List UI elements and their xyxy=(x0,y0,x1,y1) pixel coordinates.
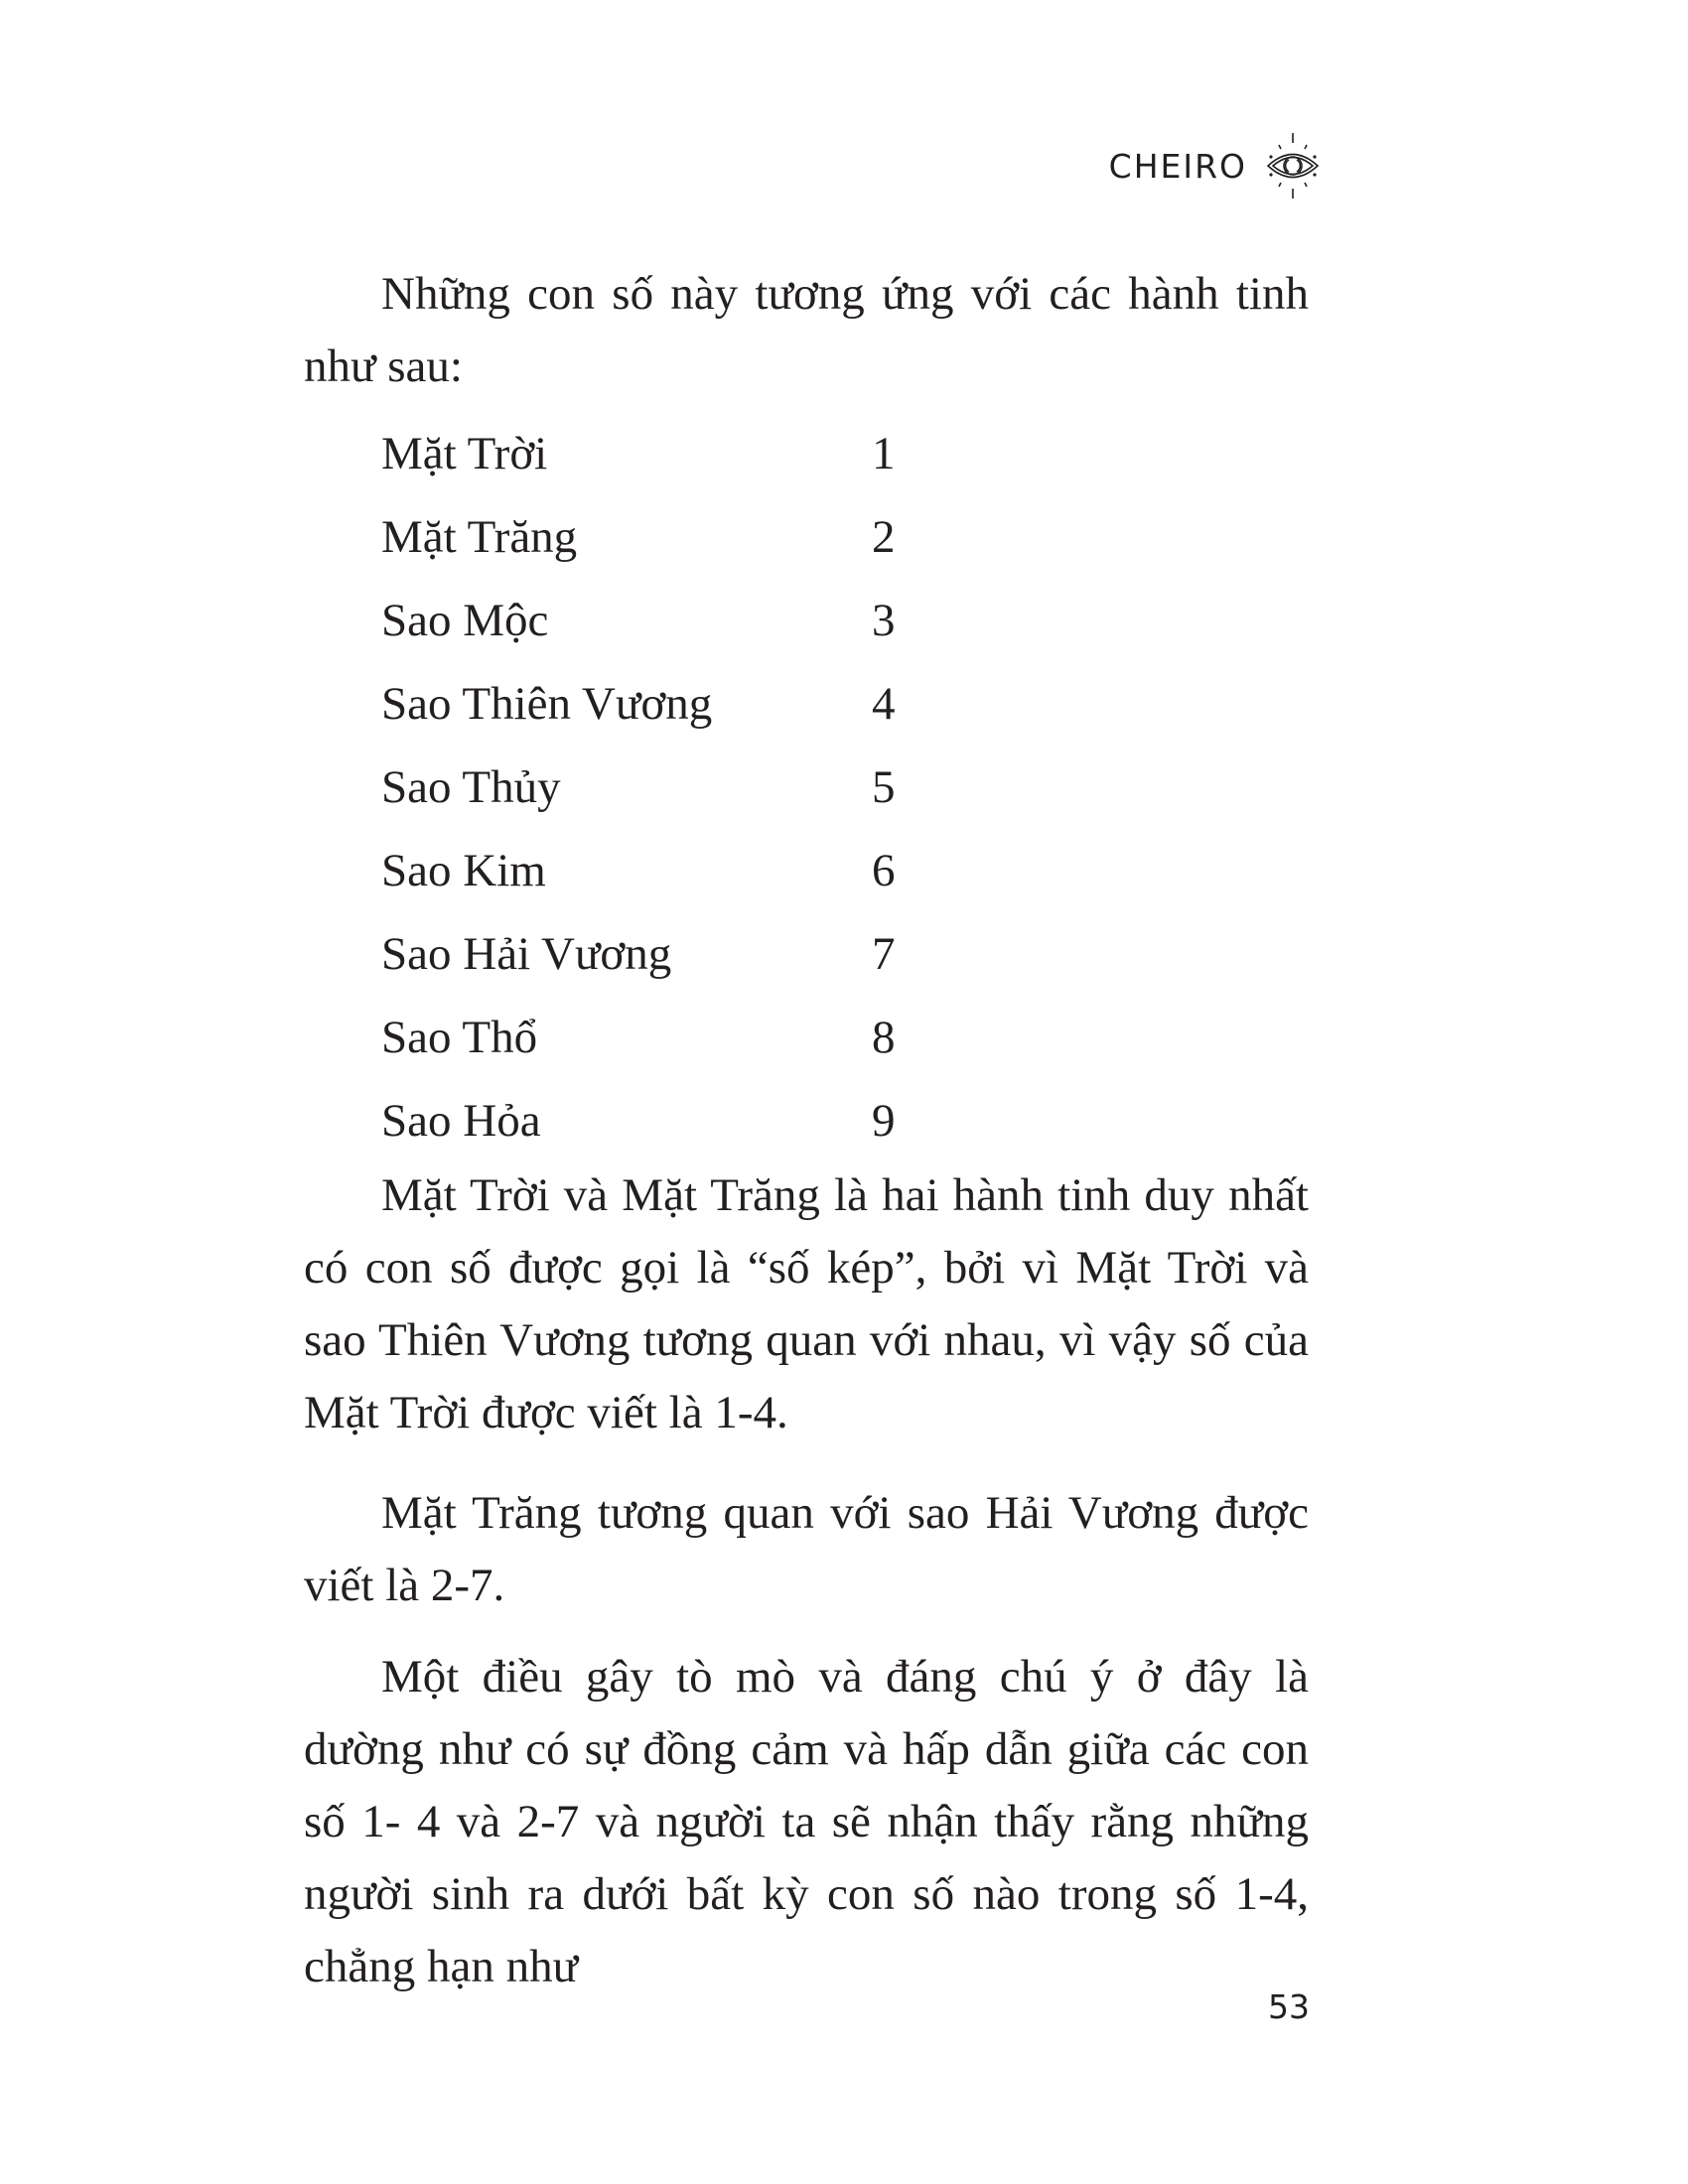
body-paragraph: Một điều gây tò mò và đáng chú ý ở đây là dường như có sự đồng cảm và hấp dẫn giữa các con số 1- 4 và 2-7 và người ta sẽ nhận thấy rằng những người sinh ra dưới bất kỳ con số nào trong số 1-4, chẳng hạn như xyxy=(304,1651,1309,1992)
planet-row xyxy=(381,996,931,1079)
planet-row xyxy=(381,412,931,495)
planet-row xyxy=(381,912,931,996)
planet-name: Sao Hỏa xyxy=(381,1095,541,1147)
planet-row xyxy=(381,1079,931,1162)
body-paragraph: Mặt Trăng tương quan với sao Hải Vương được viết là 2-7. xyxy=(304,1487,1309,1611)
planet-name: Sao Thổ xyxy=(381,1012,538,1063)
planet-row xyxy=(381,579,931,662)
planet-number: 7 xyxy=(872,928,896,980)
planet-name: Sao Kim xyxy=(381,845,546,896)
planet-name: Sao Hải Vương xyxy=(381,928,672,980)
planet-name: Mặt Trăng xyxy=(381,511,578,563)
planet-name: Mặt Trời xyxy=(381,428,548,479)
header-title: CHEIRO xyxy=(1108,146,1247,186)
planet-number: 3 xyxy=(872,595,896,646)
planet-number: 5 xyxy=(872,761,896,813)
planet-name: Sao Mộc xyxy=(381,595,549,646)
planet-number: 1 xyxy=(872,428,896,479)
planet-number: 2 xyxy=(872,511,896,563)
intro-paragraph: Những con số này tương ứng với các hành tinh như sau: xyxy=(304,268,1309,392)
planet-row xyxy=(381,829,931,912)
body-paragraph: Mặt Trời và Mặt Trăng là hai hành tinh duy nhất có con số được gọi là “số kép”, bởi vì Mặt Trời và sao Thiên Vương tương quan với nhau, vì vậy số của Mặt Trời được viết là 1-4. xyxy=(304,1169,1309,1438)
planet-number: 4 xyxy=(872,678,896,730)
eye-icon xyxy=(1265,131,1321,201)
planet-name: Sao Thủy xyxy=(381,761,561,813)
planet-number: 8 xyxy=(872,1012,896,1063)
planet-name: Sao Thiên Vương xyxy=(381,678,713,730)
planet-row xyxy=(381,495,931,579)
planet-number: 6 xyxy=(872,845,896,896)
running-header xyxy=(1109,131,1321,201)
page-number: 53 xyxy=(1268,1987,1310,2026)
planet-number-table xyxy=(381,412,931,1162)
planet-row xyxy=(381,662,931,746)
planet-number: 9 xyxy=(872,1095,896,1147)
planet-row xyxy=(381,746,931,829)
